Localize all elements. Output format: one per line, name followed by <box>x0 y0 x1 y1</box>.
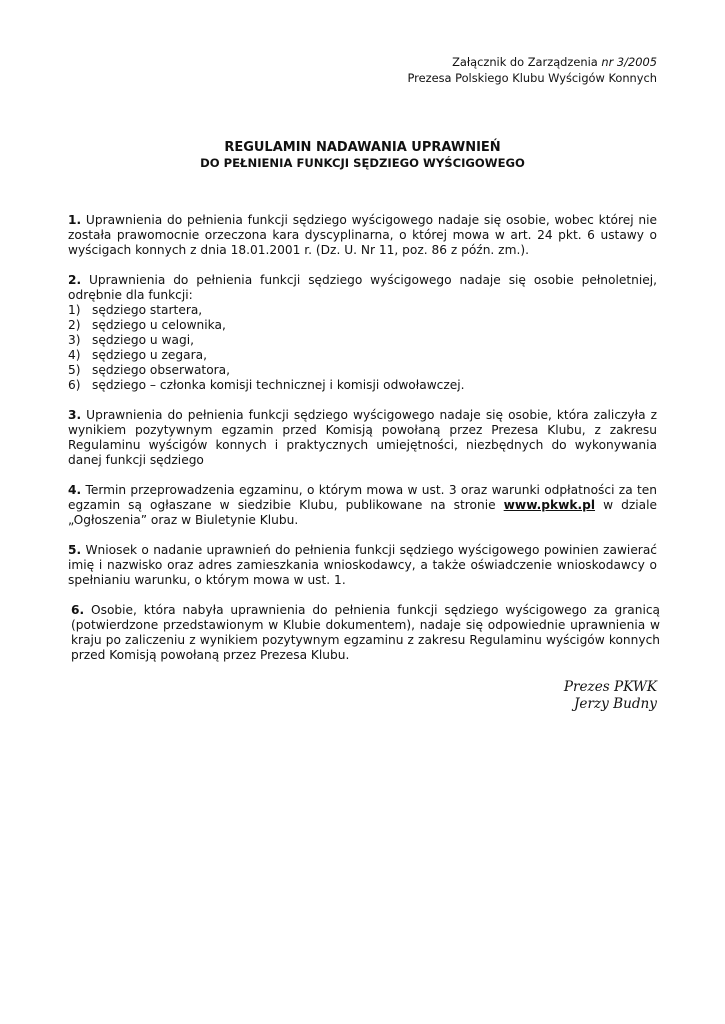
paragraph-5 <box>68 543 657 588</box>
paragraph-1 <box>68 213 657 258</box>
website-link[interactable]: www.pkwk.pl <box>503 498 596 512</box>
paragraph-4 <box>68 483 657 528</box>
paragraph-text: Termin przeprowadzenia egzaminu, o którym mowa w ust. 3 oraz warunki odpłatności za ten egzamin są ogłaszane w siedzibie Klubu, publikowane na stronie <box>68 483 657 512</box>
title-line-1: REGULAMIN NADAWANIA UPRAWNIEŃ <box>224 140 501 155</box>
list-item: 4) sędziego u zegara, <box>68 348 207 362</box>
paragraph-text: Uprawnienia do pełnienia funkcji sędziego wyścigowego nadaje się osobie, która zaliczyła z wynikiem pozytywnym egzamin przed Komisją powołaną przez Prezesa Klubu, z zakresu Regulaminu wyścigów konnych i praktycznych umiejętności, niezbędnych do wykonywania danej funkcji sędziego <box>68 408 657 467</box>
function-list <box>68 303 657 393</box>
attachment-header <box>68 54 657 86</box>
list-item: 6) sędziego – członka komisji technicznej i komisji odwoławczej. <box>68 378 465 392</box>
list-item: 1) sędziego startera, <box>68 303 203 317</box>
paragraph-text: Uprawnienia do pełnienia funkcji sędziego wyścigowego nadaje się osobie pełnoletniej, odrębnie dla funkcji: <box>68 273 657 302</box>
header-line-2: Prezesa Polskiego Klubu Wyścigów Konnych <box>407 71 657 85</box>
signature-title: Prezes PKWK <box>563 679 657 695</box>
list-item: 5) sędziego obserwatora, <box>68 363 231 377</box>
paragraph-text: Wniosek o nadanie uprawnień do pełnienia funkcji sędziego wyścigowego powinien zawierać imię i nazwisko oraz adres zamieszkania wnioskodawcy, a także oświadczenie wnioskodawcy o spełnianiu warunku, o którym mowa w ust. 1. <box>68 543 657 587</box>
paragraph-3 <box>68 408 657 468</box>
order-number: nr 3/2005 <box>601 55 657 69</box>
paragraph-text: Osobie, która nabyła uprawnienia do pełnienia funkcji sędziego wyścigowego za granicą (potwierdzone przedstawionym w Klubie dokumentem), nadaje się odpowiednie uprawnienia w kraju po zaliczeniu z wynikiem pozytywnym egzaminu z zakresu Regulaminu wyścigów konnych przed Komisją powołaną przez Prezesa Klubu. <box>71 603 660 662</box>
paragraph-2 <box>68 273 657 393</box>
paragraph-number: 2. <box>68 273 82 287</box>
paragraph-number: 5. <box>68 543 82 557</box>
list-item: 3) sędziego u wagi, <box>68 333 194 347</box>
paragraph-number: 4. <box>68 483 82 497</box>
document-body <box>68 213 660 663</box>
list-item: 2) sędziego u celownika, <box>68 318 226 332</box>
paragraph-number: 3. <box>68 408 82 422</box>
paragraph-number: 6. <box>71 603 85 617</box>
paragraph-6 <box>71 603 660 663</box>
title-line-2: DO PEŁNIENIA FUNKCJI SĘDZIEGO WYŚCIGOWEGO <box>200 156 525 170</box>
signature-name: Jerzy Budny <box>573 696 657 712</box>
signature-block <box>68 679 657 713</box>
paragraph-text: w dziale „Ogłoszenia” oraz w Biuletynie Klubu. <box>68 498 658 527</box>
paragraph-text: Uprawnienia do pełnienia funkcji sędziego wyścigowego nadaje się osobie, wobec której nie została prawomocnie orzeczona kara dyscyplinarna, o której mowa w art. 24 pkt. 6 ustawy o wyścigach konnych z dnia 18.01.2001 r. (Dz. U. Nr 11, poz. 86 z późn. zm.). <box>68 213 657 257</box>
header-line-1: Załącznik do Zarządzenia nr 3/2005 <box>452 55 657 69</box>
document-title <box>68 140 657 171</box>
paragraph-number: 1. <box>68 213 82 227</box>
